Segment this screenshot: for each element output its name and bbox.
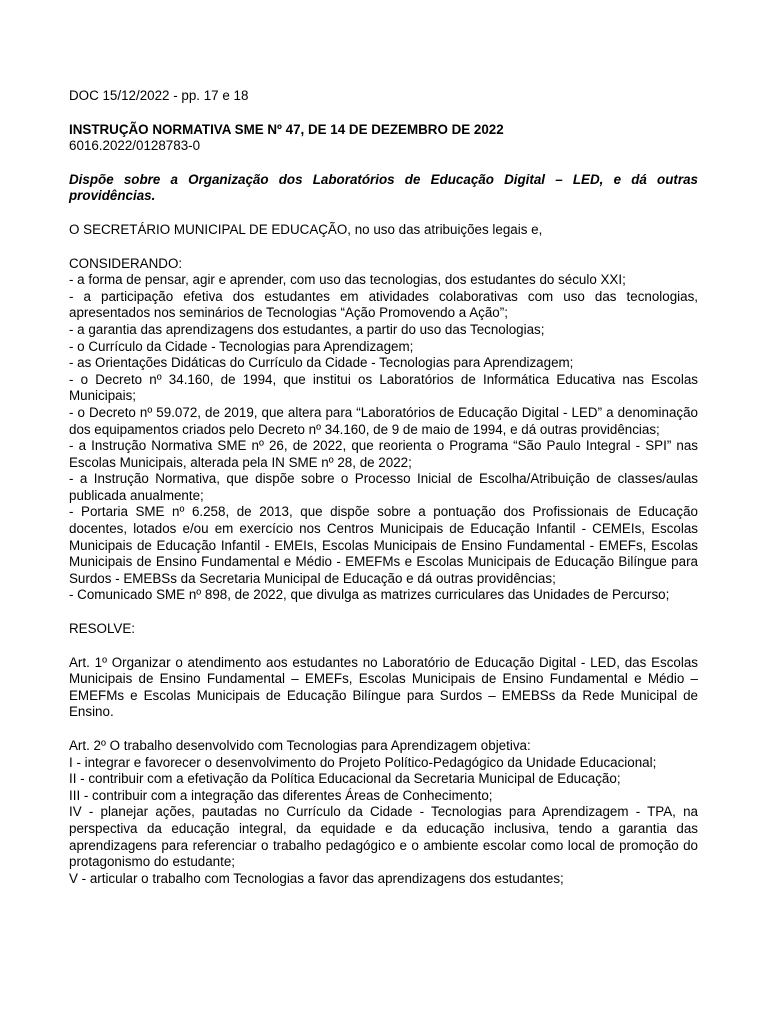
considerando-item: - a forma de pensar, agir e aprender, com uso das tecnologias, dos estudantes do século XXI; — [69, 272, 626, 288]
article-2-heading: Art. 2º O trabalho desenvolvido com Tecnologias para Aprendizagem objetiva: — [69, 738, 531, 753]
spacer — [69, 638, 698, 655]
spacer — [69, 205, 698, 222]
considerando-item: - o Currículo da Cidade - Tecnologias para Aprendizagem; — [69, 338, 414, 354]
considerando-item: - Portaria SME nº 6.258, de 2013, que dispõe sobre a pontuação dos Profissionais de Educação docentes, lotados e/ou em exercício nos Centros Municipais de Educação Infantil - CEMEIs, Escolas Municipais de Educação Infantil - EMEIs, Escolas Municipais de Ensino Fundamental - EMEFs, Escolas Municipais de Ensino Fundamental e Médio - EMEFMs e Escolas Municipais de Educação Bilíngue para Surdos - EMEBSs da Secretaria Municipal de Educação e dá outras providências; — [69, 504, 698, 586]
doc-reference: DOC 15/12/2022 - pp. 17 e 18 — [69, 88, 249, 103]
article-2-item: V - articular o trabalho com Tecnologias a favor das aprendizagens dos estudantes; — [69, 870, 564, 886]
article-2-item: II - contribuir com a efetivação da Política Educacional da Secretaria Municipal de Educação; — [69, 771, 621, 787]
spacer — [69, 604, 698, 621]
document-summary: Dispõe sobre a Organização dos Laboratórios de Educação Digital – LED, e dá outras providências. — [69, 171, 698, 204]
considerando-heading: CONSIDERANDO: — [69, 255, 183, 271]
considerando-item: - a Instrução Normativa, que dispõe sobre o Processo Inicial de Escolha/Atribuição de classes/aulas publicada anualmente; — [69, 471, 698, 503]
article-2-item: I - integrar e favorecer o desenvolvimento do Projeto Político-Pedagógico da Unidade Educacional; — [69, 754, 657, 770]
considerando-item: - o Decreto nº 59.072, de 2019, que altera para “Laboratórios de Educação Digital - LED” a denominação dos equipamentos criados pelo Decreto nº 34.160, de 9 de maio de 1994, e dá outras providências; — [69, 404, 698, 437]
preamble: O SECRETÁRIO MUNICIPAL DE EDUCAÇÃO, no uso das atribuições legais e, — [69, 221, 543, 237]
considerando-item: - Comunicado SME nº 898, de 2022, que divulga as matrizes curriculares das Unidades de Percurso; — [69, 587, 670, 603]
article-1: Art. 1º Organizar o atendimento aos estudantes no Laboratório de Educação Digital - LED, das Escolas Municipais de Ensino Fundamental – EMEFs, Escolas Municipais de Ensino Fundamental e Médio – EMEFMs e Escolas Municipais de Educação Bilíngue para Surdos – EMEBSs da Rede Municipal de Ensino. — [69, 654, 698, 720]
considerando-item: - o Decreto nº 34.160, de 1994, que institui os Laboratórios de Informática Educativa nas Escolas Municipais; — [69, 371, 698, 404]
considerando-item: - a Instrução Normativa SME nº 26, de 2022, que reorienta o Programa “São Paulo Integral - SPI” nas Escolas Municipais, alterada pela IN SME nº 28, de 2022; — [69, 438, 698, 470]
spacer — [69, 239, 698, 256]
spacer — [69, 155, 698, 172]
document-page — [69, 88, 698, 887]
resolve-heading: RESOLVE: — [69, 621, 135, 637]
spacer — [69, 105, 698, 122]
document-title: INSTRUÇÃO NORMATIVA SME Nº 47, DE 14 DE DEZEMBRO DE 2022 — [69, 121, 504, 137]
spacer — [69, 721, 698, 738]
considerando-item: - a garantia das aprendizagens dos estudantes, a partir do uso das Tecnologias; — [69, 321, 545, 337]
considerando-item: - as Orientações Didáticas do Currículo da Cidade - Tecnologias para Aprendizagem; — [69, 355, 574, 371]
article-2-item: III - contribuir com a integração das diferentes Áreas de Conhecimento; — [69, 787, 493, 803]
considerando-item: - a participação efetiva dos estudantes em atividades colaborativas com uso das tecnologias, apresentados nos seminários de Tecnologias “Ação Promovendo a Ação”; — [69, 288, 698, 321]
article-2-item: IV - planejar ações, pautadas no Currículo da Cidade - Tecnologias para Aprendizagem - TPA, na perspectiva da educação integral, da equidade e da educação inclusiva, tendo a garantia das aprendizagens para referenciar o trabalho pedagógico e o ambiente escolar como local de promoção do protagonismo do estudante; — [69, 804, 698, 870]
process-number: 6016.2022/0128783-0 — [69, 138, 201, 154]
